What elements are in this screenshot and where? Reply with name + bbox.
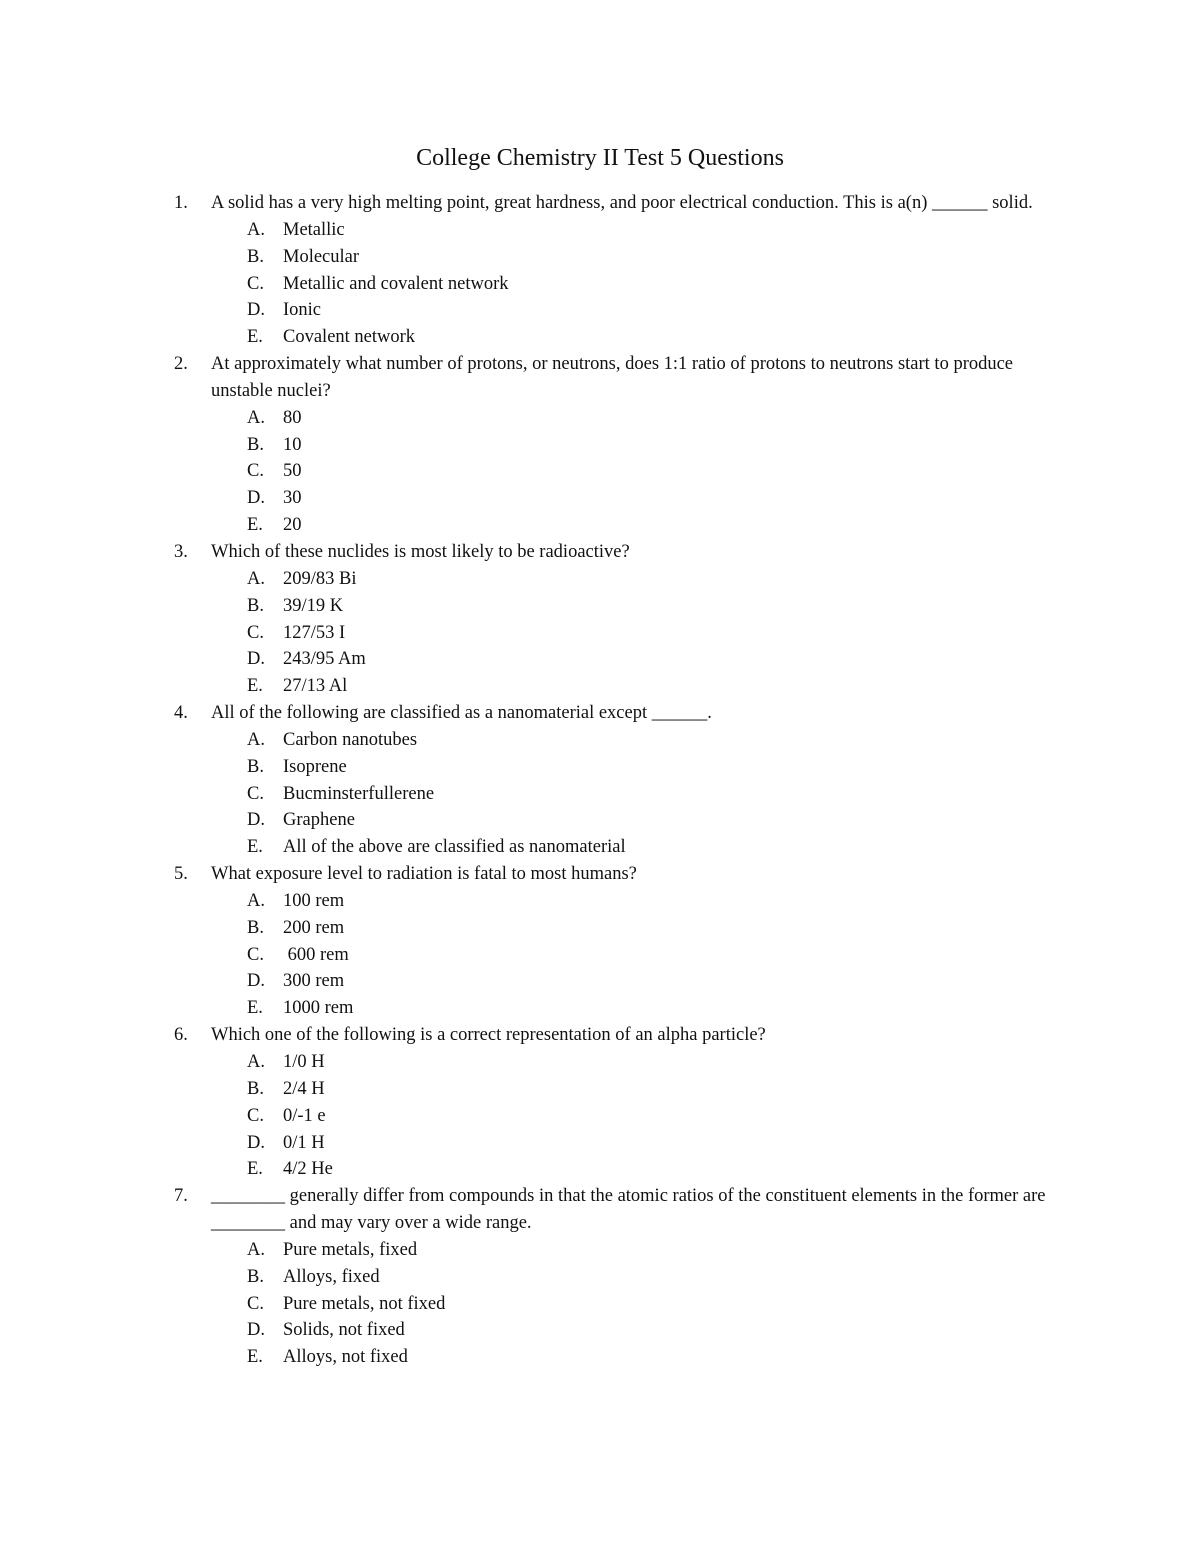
- option-letter: E.: [247, 327, 263, 348]
- answer-option: [0, 888, 1200, 915]
- option-text: 600 rem: [283, 944, 349, 965]
- option-text: 100 rem: [283, 890, 345, 911]
- answer-option: [0, 620, 1200, 647]
- option-text: 200 rem: [283, 917, 345, 938]
- option-text: 20: [283, 515, 302, 536]
- option-text: Pure metals, fixed: [283, 1239, 418, 1260]
- answer-option: [0, 1291, 1200, 1318]
- question-item: [0, 190, 1200, 351]
- question-number: 4.: [174, 703, 188, 724]
- option-text: 1000 rem: [283, 998, 354, 1019]
- answer-option: [0, 995, 1200, 1022]
- option-text: 39/19 K: [283, 595, 344, 616]
- option-letter: E.: [247, 1347, 263, 1368]
- answer-option: [0, 324, 1200, 351]
- option-letter: D.: [247, 649, 265, 670]
- option-letter: E.: [247, 837, 263, 858]
- option-letter: C.: [247, 1105, 264, 1126]
- answer-option: [0, 1344, 1200, 1371]
- answer-option: [0, 405, 1200, 432]
- option-letter: B.: [247, 434, 264, 455]
- question-item: [0, 861, 1200, 1022]
- question-item: [0, 539, 1200, 700]
- answer-option: [0, 673, 1200, 700]
- answer-option: [0, 271, 1200, 298]
- option-text: 0/-1 e: [283, 1105, 326, 1126]
- answer-option: [0, 915, 1200, 942]
- answer-options: [0, 888, 1200, 1022]
- option-text: 4/2 He: [283, 1159, 333, 1180]
- question-item: [0, 1183, 1200, 1371]
- option-letter: C.: [247, 273, 264, 294]
- option-text: Alloys, fixed: [283, 1266, 380, 1287]
- option-letter: C.: [247, 461, 264, 482]
- answer-options: [0, 727, 1200, 861]
- option-letter: C.: [247, 944, 264, 965]
- option-letter: C.: [247, 622, 264, 643]
- question-number: 2.: [174, 354, 188, 375]
- answer-options: [0, 1049, 1200, 1183]
- answer-option: [0, 1103, 1200, 1130]
- answer-option: [0, 1317, 1200, 1344]
- answer-option: [0, 566, 1200, 593]
- option-text: Solids, not fixed: [283, 1320, 405, 1341]
- option-text: Ionic: [283, 300, 322, 321]
- option-letter: A.: [247, 1239, 265, 1260]
- option-letter: D.: [247, 971, 265, 992]
- option-text: Molecular: [283, 246, 360, 267]
- answer-options: [0, 1237, 1200, 1371]
- question-number: 7.: [174, 1186, 188, 1207]
- option-text: 80: [283, 407, 302, 428]
- option-text: 2/4 H: [283, 1078, 325, 1099]
- answer-option: [0, 217, 1200, 244]
- option-text: 1/0 H: [283, 1052, 325, 1072]
- option-letter: B.: [247, 1266, 264, 1287]
- option-letter: E.: [247, 998, 263, 1019]
- question-text: At approximately what number of protons, or neutrons, does 1:1 ratio of protons to neutrons start to produce unstable nuclei?: [211, 354, 1014, 401]
- question-text: A solid has a very high melting point, great hardness, and poor electrical conduction. This is a(n) ______ solid.: [211, 193, 1033, 213]
- question-number: 6.: [174, 1025, 188, 1046]
- option-text: Bucminsterfullerene: [283, 783, 435, 804]
- option-text: 300 rem: [283, 971, 345, 992]
- answer-option: [0, 1237, 1200, 1264]
- option-text: Metallic and covalent network: [283, 273, 509, 294]
- answer-option: [0, 942, 1200, 969]
- option-text: 30: [283, 488, 302, 509]
- option-text: 209/83 Bi: [283, 568, 357, 589]
- option-text: 127/53 I: [283, 622, 346, 643]
- option-letter: D.: [247, 810, 265, 831]
- question-text: Which one of the following is a correct representation of an alpha particle?: [211, 1025, 766, 1046]
- answer-option: [0, 432, 1200, 459]
- answer-option: [0, 244, 1200, 271]
- option-letter: E.: [247, 515, 263, 536]
- option-letter: D.: [247, 1132, 265, 1153]
- answer-options: [0, 566, 1200, 700]
- question-number: 5.: [174, 864, 188, 885]
- option-letter: A.: [247, 729, 265, 750]
- option-letter: B.: [247, 917, 264, 938]
- answer-option: [0, 1049, 1200, 1076]
- document-title: College Chemistry II Test 5 Questions: [416, 145, 784, 171]
- question-item: [0, 1022, 1200, 1183]
- question-number: 1.: [174, 193, 188, 213]
- answer-option: [0, 968, 1200, 995]
- option-text: Covalent network: [283, 327, 416, 348]
- option-text: Isoprene: [283, 756, 347, 777]
- option-text: Graphene: [283, 810, 355, 831]
- answer-option: [0, 646, 1200, 673]
- answer-option: [0, 834, 1200, 861]
- option-letter: C.: [247, 1293, 264, 1314]
- answer-option: [0, 512, 1200, 539]
- option-letter: C.: [247, 783, 264, 804]
- question-item: [0, 700, 1200, 861]
- question-text: Which of these nuclides is most likely to be radioactive?: [211, 541, 630, 562]
- answer-option: [0, 1130, 1200, 1157]
- option-letter: A.: [247, 407, 265, 428]
- option-letter: A.: [247, 890, 265, 911]
- option-letter: B.: [247, 595, 264, 616]
- answer-option: [0, 297, 1200, 324]
- answer-option: [0, 458, 1200, 485]
- option-text: Carbon nanotubes: [283, 729, 418, 750]
- answer-option: [0, 485, 1200, 512]
- option-letter: B.: [247, 756, 264, 777]
- answer-options: [0, 217, 1200, 351]
- option-letter: D.: [247, 300, 265, 321]
- option-letter: B.: [247, 1078, 264, 1099]
- option-text: 27/13 Al: [283, 676, 348, 697]
- question-number: 3.: [174, 541, 188, 562]
- question-text: What exposure level to radiation is fatal to most humans?: [211, 864, 637, 885]
- question-text: All of the following are classified as a nanomaterial except ______.: [211, 703, 712, 724]
- answer-option: [0, 1156, 1200, 1183]
- answer-option: [0, 807, 1200, 834]
- option-text: 10: [283, 434, 302, 455]
- option-letter: E.: [247, 676, 263, 697]
- answer-option: [0, 754, 1200, 781]
- question-list: [0, 190, 1200, 1371]
- option-text: 243/95 Am: [283, 649, 366, 670]
- option-text: 50: [283, 461, 302, 482]
- answer-option: [0, 1264, 1200, 1291]
- answer-option: [0, 1076, 1200, 1103]
- option-text: Metallic: [283, 219, 345, 240]
- question-text: ________ generally differ from compounds in that the atomic ratios of the constituent elements in the former are ________ and may vary over a wide range.: [211, 1186, 1046, 1234]
- option-letter: A.: [247, 568, 265, 589]
- question-item: [0, 351, 1200, 539]
- answer-option: [0, 781, 1200, 808]
- option-letter: A.: [247, 1052, 265, 1072]
- option-text: All of the above are classified as nanomaterial: [283, 837, 626, 858]
- option-letter: A.: [247, 219, 265, 240]
- option-letter: D.: [247, 488, 265, 509]
- option-text: Pure metals, not fixed: [283, 1293, 446, 1314]
- option-letter: D.: [247, 1320, 265, 1341]
- answer-option: [0, 593, 1200, 620]
- option-letter: B.: [247, 246, 264, 267]
- option-text: Alloys, not fixed: [283, 1347, 408, 1368]
- option-text: 0/1 H: [283, 1132, 325, 1153]
- option-letter: E.: [247, 1159, 263, 1180]
- answer-option: [0, 727, 1200, 754]
- answer-options: [0, 405, 1200, 539]
